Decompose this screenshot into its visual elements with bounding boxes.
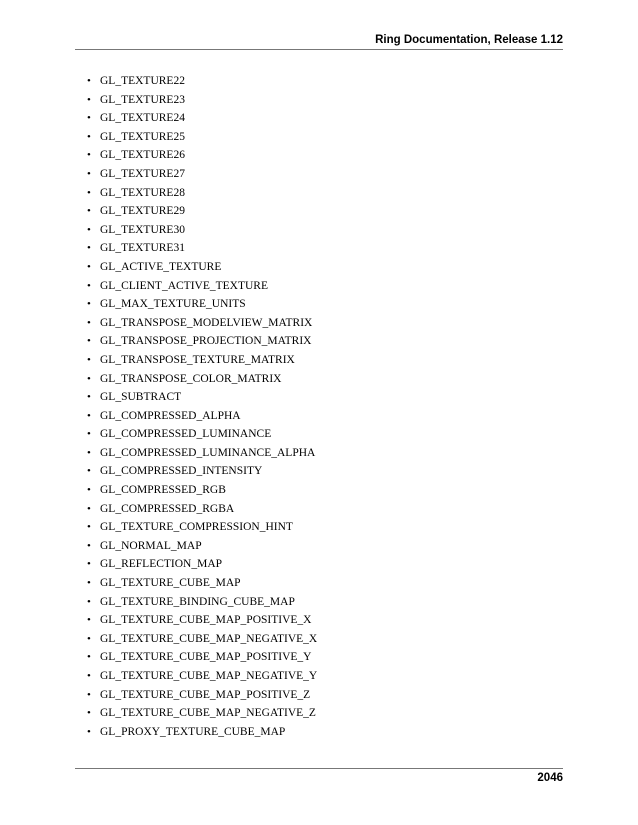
bullet-icon: •	[87, 279, 91, 292]
constant-name: GL_TEXTURE_CUBE_MAP_NEGATIVE_Y	[100, 670, 318, 682]
list-item	[87, 258, 317, 277]
bullet-icon: •	[87, 409, 91, 422]
bullet-icon: •	[87, 502, 91, 515]
constant-list	[87, 72, 317, 741]
bullet-icon: •	[87, 651, 91, 664]
constant-name: GL_TEXTURE_CUBE_MAP	[100, 577, 241, 590]
constant-name: GL_PROXY_TEXTURE_CUBE_MAP	[100, 725, 286, 738]
constant-name: GL_TEXTURE_CUBE_MAP_POSITIVE_X	[100, 614, 312, 627]
bullet-icon: •	[87, 521, 91, 534]
list-item	[87, 537, 317, 556]
list-item	[87, 444, 317, 463]
list-item	[87, 723, 317, 742]
bullet-icon: •	[87, 316, 91, 329]
bullet-icon: •	[87, 93, 91, 106]
bullet-icon: •	[87, 558, 91, 571]
constant-name: GL_COMPRESSED_RGBA	[100, 502, 235, 515]
list-item	[87, 72, 317, 91]
list-item	[87, 425, 317, 444]
list-item	[87, 91, 317, 110]
page-header-title: Ring Documentation, Release 1.12	[375, 34, 563, 46]
bullet-icon: •	[87, 446, 91, 459]
bullet-icon: •	[87, 75, 91, 87]
constant-name: GL_MAX_TEXTURE_UNITS	[100, 298, 246, 311]
bullet-icon: •	[87, 670, 91, 682]
bullet-icon: •	[87, 539, 91, 552]
list-item	[87, 146, 317, 165]
constant-name: GL_COMPRESSED_ALPHA	[100, 409, 241, 422]
list-item	[87, 648, 317, 667]
list-item	[87, 500, 317, 519]
list-item	[87, 128, 317, 147]
constant-name: GL_TRANSPOSE_TEXTURE_MATRIX	[100, 353, 295, 366]
constant-name: GL_TEXTURE23	[100, 93, 185, 106]
list-item	[87, 165, 317, 184]
constant-name: GL_TEXTURE31	[100, 242, 185, 255]
constant-name: GL_TEXTURE28	[100, 186, 185, 199]
constant-name: GL_TEXTURE27	[100, 167, 185, 180]
constant-name: GL_TRANSPOSE_COLOR_MATRIX	[100, 372, 282, 385]
bullet-icon: •	[87, 205, 91, 218]
constant-name: GL_TEXTURE_BINDING_CUBE_MAP	[100, 595, 295, 608]
constant-name: GL_SUBTRACT	[100, 391, 182, 404]
bullet-icon: •	[87, 428, 91, 441]
list-item	[87, 184, 317, 203]
bullet-icon: •	[87, 688, 91, 701]
list-item	[87, 202, 317, 221]
bullet-icon: •	[87, 242, 91, 255]
bullet-icon: •	[87, 614, 91, 627]
constant-name: GL_TEXTURE_CUBE_MAP_POSITIVE_Y	[100, 651, 312, 664]
constant-name: GL_TEXTURE24	[100, 112, 185, 125]
list-item	[87, 295, 317, 314]
bullet-icon: •	[87, 260, 91, 273]
constant-name: GL_COMPRESSED_LUMINANCE	[100, 428, 272, 441]
bullet-icon: •	[87, 632, 91, 645]
list-item	[87, 407, 317, 426]
constant-name: GL_TRANSPOSE_PROJECTION_MATRIX	[100, 335, 312, 348]
list-item	[87, 704, 317, 723]
list-item	[87, 109, 317, 128]
constant-name: GL_COMPRESSED_LUMINANCE_ALPHA	[100, 446, 316, 459]
constant-name: GL_TEXTURE25	[100, 130, 185, 143]
list-item	[87, 611, 317, 630]
bullet-icon: •	[87, 112, 91, 125]
constant-name: GL_TEXTURE26	[100, 149, 185, 162]
constant-name: GL_NORMAL_MAP	[100, 539, 202, 552]
list-item	[87, 667, 317, 686]
bullet-icon: •	[87, 167, 91, 180]
constant-name: GL_TEXTURE22	[100, 75, 185, 87]
list-item	[87, 630, 317, 649]
list-item	[87, 221, 317, 240]
bullet-icon: •	[87, 372, 91, 385]
constant-name: GL_COMPRESSED_INTENSITY	[100, 465, 263, 478]
constant-name: GL_TRANSPOSE_MODELVIEW_MATRIX	[100, 316, 313, 329]
bullet-icon: •	[87, 391, 91, 404]
list-item	[87, 239, 317, 258]
page-number: 2046	[537, 772, 563, 784]
bullet-icon: •	[87, 725, 91, 738]
list-item	[87, 555, 317, 574]
bullet-icon: •	[87, 465, 91, 478]
list-item	[87, 574, 317, 593]
constant-name: GL_ACTIVE_TEXTURE	[100, 260, 222, 273]
bullet-icon: •	[87, 484, 91, 497]
bullet-icon: •	[87, 595, 91, 608]
bullet-icon: •	[87, 577, 91, 590]
constant-name: GL_TEXTURE_CUBE_MAP_POSITIVE_Z	[100, 688, 311, 701]
list-item	[87, 481, 317, 500]
bullet-icon: •	[87, 223, 91, 236]
bullet-icon: •	[87, 130, 91, 143]
constant-name: GL_TEXTURE_CUBE_MAP_NEGATIVE_Z	[100, 707, 316, 720]
list-item	[87, 518, 317, 537]
list-item	[87, 388, 317, 407]
constant-name: GL_REFLECTION_MAP	[100, 558, 223, 571]
constant-name: GL_TEXTURE30	[100, 223, 185, 236]
list-item	[87, 686, 317, 705]
bullet-icon: •	[87, 186, 91, 199]
constant-name: GL_TEXTURE_COMPRESSION_HINT	[100, 521, 293, 534]
bullet-icon: •	[87, 149, 91, 162]
footer-divider	[75, 768, 563, 769]
list-item	[87, 332, 317, 351]
constant-name: GL_CLIENT_ACTIVE_TEXTURE	[100, 279, 268, 292]
header-divider	[75, 49, 563, 50]
constant-name: GL_TEXTURE_CUBE_MAP_NEGATIVE_X	[100, 632, 318, 645]
list-item	[87, 351, 317, 370]
list-item	[87, 370, 317, 389]
bullet-icon: •	[87, 298, 91, 311]
list-item	[87, 277, 317, 296]
list-item	[87, 593, 317, 612]
bullet-icon: •	[87, 353, 91, 366]
constant-name: GL_COMPRESSED_RGB	[100, 484, 226, 497]
list-item	[87, 314, 317, 333]
list-item	[87, 462, 317, 481]
bullet-icon: •	[87, 335, 91, 348]
bullet-icon: •	[87, 707, 91, 720]
constant-name: GL_TEXTURE29	[100, 205, 185, 218]
